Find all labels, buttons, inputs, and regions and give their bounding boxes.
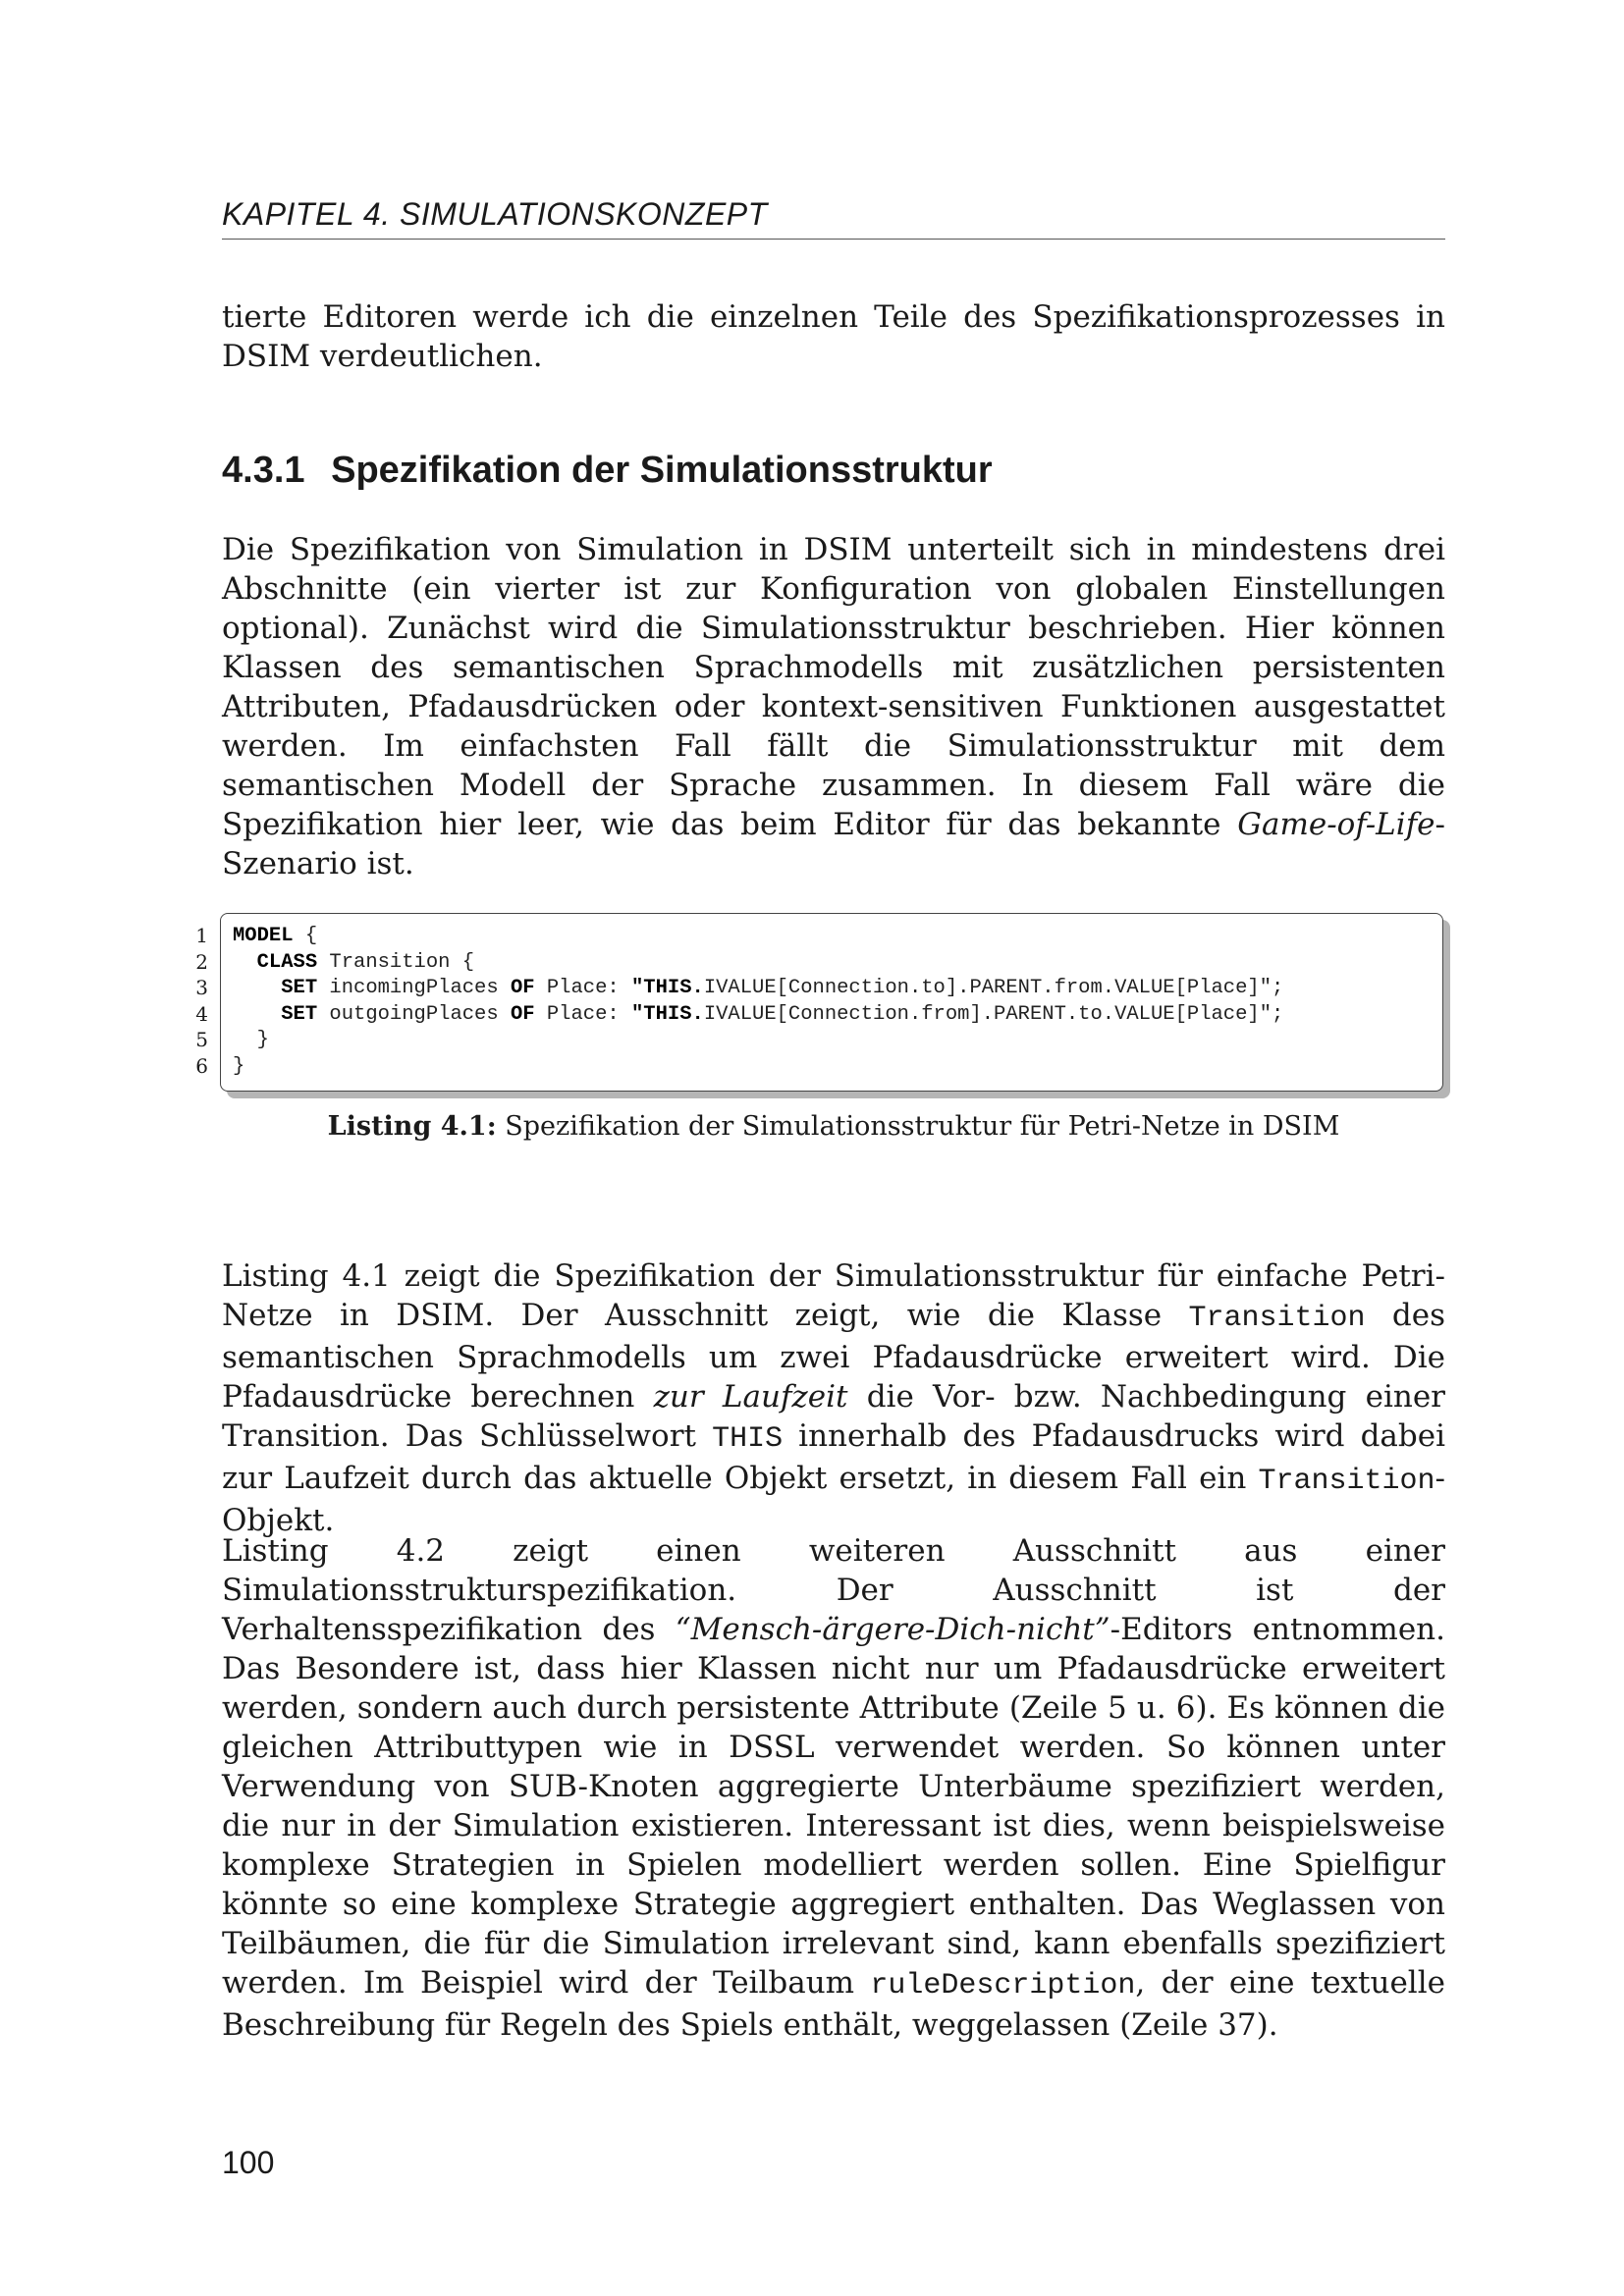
p3-text-e: -Objekt. <box>222 1461 1445 1538</box>
code-line: } <box>256 1029 269 1051</box>
p4-text-c: , der eine textuelle Beschreibung für Regeln des Spiels enthält, weggelassen (Zeile 37). <box>222 1965 1445 2043</box>
p4-italic-editor-name: “Mensch-ärgere-Dich-nicht” <box>675 1612 1110 1647</box>
section-heading <box>222 450 1445 492</box>
line-number: 5 <box>195 1028 208 1051</box>
page-number: 100 <box>222 2145 275 2180</box>
code-keyword: SET <box>281 977 318 999</box>
section-number: 4.3.1 <box>222 450 305 491</box>
p3-text-b: des semantischen Sprachmodells um zwei Pfadausdrücke erweitert wird. Die Pfadausdrücke berechnen <box>222 1298 1445 1415</box>
code-string: "THIS. <box>631 1002 704 1026</box>
p3-text-c: die Vor- bzw. Nachbedingung einer Transition. Das Schlüsselwort <box>222 1379 1445 1454</box>
code-block <box>233 924 1283 1080</box>
p2-text-b: -Szenario ist. <box>222 807 1445 881</box>
code-keyword: OF <box>510 977 535 999</box>
code-keyword: OF <box>510 1002 535 1026</box>
p4-text-b: -Editors entnommen. Das Besondere ist, dass hier Klassen nicht nur um Pfadausdrücke erweitert werden, sondern auch durch persistente Attribute (Zeile 5 u. 6). Es können die gleichen Attributtypen wie in DSSL verwendet werden. So können unter Verwendung von SUB-Knoten aggregierte Unterbäume spezifiziert werden, die nur in der Simulation existieren. Interessant ist dies, wenn beispielsweise komplexe Strategien in Spielen modelliert werden sollen. Eine Spielfigur könnte so eine komplexe Strategie aggregiert enthalten. Das Weglassen von Teilbäumen, die für die Simulation irrelevant sind, kann ebenfalls spezifiziert werden. Im Beispiel wird der Teilbaum <box>222 1612 1445 2001</box>
code-string: "THIS. <box>631 977 704 999</box>
p2-text-a: Die Spezifikation von Simulation in DSIM unterteilt sich in mindestens drei Abschnitte (ein vierter ist zur Konfiguration von globalen Einstellungen optional). Zunächst wird die Simulationsstruktur beschrieben. Hier können Klassen des semantischen Sprachmodells mit zusätzlichen persistenten Attributen, Pfadausdrücken oder kontext-sensitiven Funktionen ausgestattet werden. Im einfachsten Fall fällt die Simulationsstruktur mit dem semantischen Modell der Sprache zusammen. In diesem Fall wäre die Spezifikation hier leer, wie das beim Editor für das bekannte <box>222 532 1445 842</box>
p3-italic-zur-laufzeit: zur Laufzeit <box>653 1379 848 1415</box>
inline-code-rule-description: ruleDescription <box>870 1969 1136 2002</box>
code-line: SET outgoingPlaces OF Place: "THIS.IVALUE[Connection.from].PARENT.to.VALUE[Place]"; <box>281 1002 1284 1026</box>
line-number: 3 <box>195 976 208 999</box>
caption-label: Listing 4.1: <box>327 1111 497 1142</box>
line-numbers <box>173 923 208 1079</box>
code-line: } <box>233 1054 245 1078</box>
code-keyword: MODEL <box>233 925 294 947</box>
paragraph-listing-4-2 <box>222 1531 1445 2045</box>
line-number: 1 <box>195 924 208 947</box>
inline-code-this: THIS <box>712 1422 784 1456</box>
running-header: KAPITEL 4. SIMULATIONSKONZEPT <box>222 196 1445 240</box>
line-number: 6 <box>195 1053 208 1078</box>
code-listing <box>195 913 1447 1099</box>
p2-italic-game-of-life: Game-of-Life <box>1237 807 1435 842</box>
inline-code-transition-2: Transition <box>1258 1465 1435 1498</box>
code-line: MODEL { <box>233 925 318 947</box>
paragraph-intro: tierte Editoren werde ich die einzelnen Teile des Spezifikationsprozesses in DSIM verdeutlichen. <box>222 299 1445 374</box>
line-number: 4 <box>195 1001 208 1026</box>
code-line: CLASS Transition { <box>256 950 475 974</box>
caption-text: Spezifikation der Simulationsstruktur für Petri-Netze in DSIM <box>496 1111 1340 1142</box>
p4-text-a: Listing 4.2 zeigt einen weiteren Ausschnitt aus einer Simulationsstrukturspezifikation. Der Ausschnitt ist der Verhaltensspezifikation des <box>222 1533 1445 1647</box>
p3-text-a: Listing 4.1 zeigt die Spezifikation der Simulationsstruktur für einfache Petri-Netze in DSIM. Der Ausschnitt zeigt, wie die Klasse <box>222 1258 1445 1333</box>
code-keyword: CLASS <box>256 950 318 974</box>
code-keyword: SET <box>281 1002 318 1026</box>
inline-code-transition: Transition <box>1188 1302 1366 1335</box>
paragraph-listing-explanation <box>222 1256 1445 1540</box>
p3-text-d: innerhalb des Pfadausdrucks wird dabei zur Laufzeit durch das aktuelle Objekt ersetzt, in diesem Fall ein <box>222 1418 1445 1496</box>
code-line: SET incomingPlaces OF Place: "THIS.IVALUE[Connection.to].PARENT.from.VALUE[Place]"; <box>281 977 1284 999</box>
listing-caption <box>222 1111 1445 1142</box>
line-number: 2 <box>195 949 208 974</box>
paragraph-simulation-structure <box>222 530 1445 883</box>
code-box <box>220 913 1443 1092</box>
section-title-text: Spezifikation der Simulationsstruktur <box>331 450 993 491</box>
